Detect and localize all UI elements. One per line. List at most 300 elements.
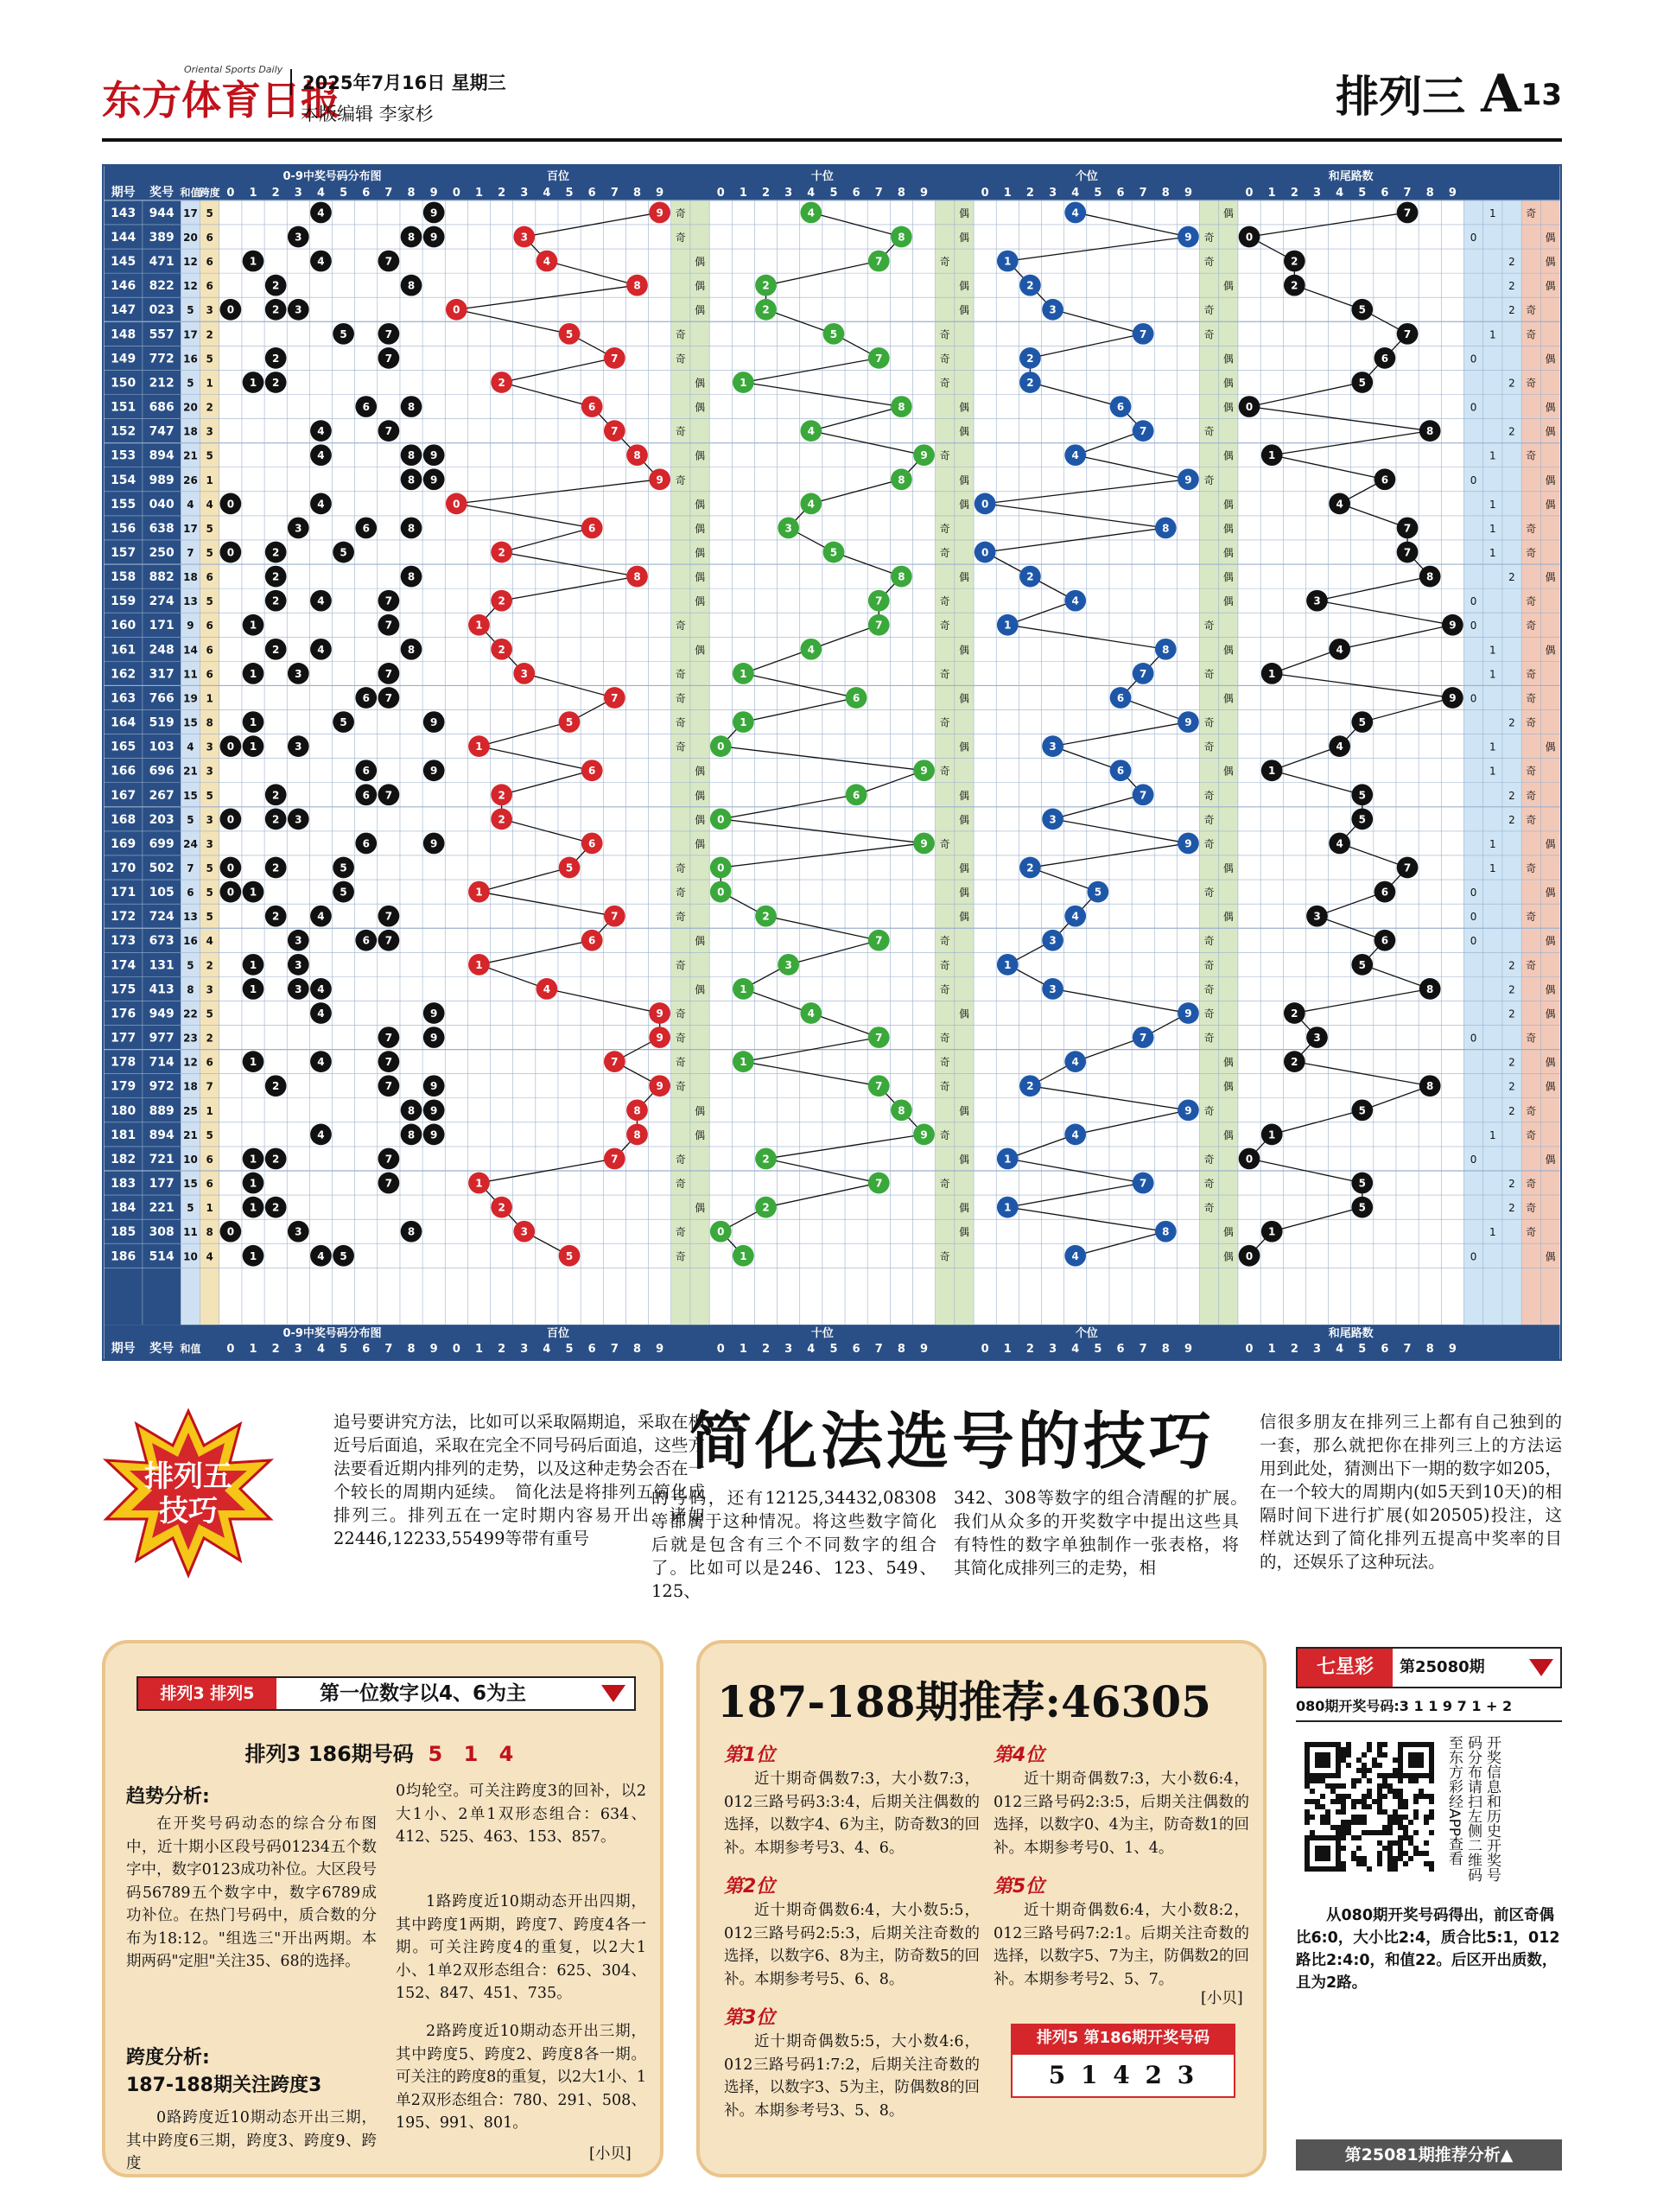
sum-parity-cell: 奇 [1526,1178,1537,1191]
header-digit: 9 [920,1343,929,1357]
column-band [1521,200,1540,1325]
ball-digit: 4 [807,1007,815,1020]
ball-dist-digit: 5 [340,886,347,899]
route-cell: 2 [1508,425,1515,438]
number-cell: 989 [149,473,175,487]
span-cell: 3 [206,837,213,850]
span-cell: 6 [206,1178,213,1191]
route-cell: 1 [1489,668,1496,681]
period-cell: 156 [111,521,136,536]
header-digit: 0 [716,186,725,200]
ball-dist-digit: 6 [362,765,370,778]
ball-digit: 7 [875,934,883,947]
sum-cell: 4 [187,498,194,511]
header-digit: 7 [384,1343,393,1357]
ball-digit: 7 [1139,327,1147,340]
period-cell: 160 [111,619,136,633]
ball-digit: 1 [740,376,747,389]
header-digit: 4 [1071,186,1080,200]
header-digit: 7 [610,186,619,200]
ball-digit: 9 [656,1007,663,1020]
header-digit: 7 [610,1343,619,1357]
header-digit: 8 [632,186,641,200]
ball-digit: 4 [807,498,815,511]
ball-digit: 4 [1071,1128,1079,1141]
sum-parity-cell: 奇 [1526,959,1537,972]
parity-cell: 奇 [675,862,686,875]
parity-cell: 奇 [675,231,686,244]
parity-cell: 奇 [1203,474,1215,486]
ball-digit: 0 [981,498,989,511]
ball-digit: 3 [1313,594,1321,607]
period-cell: 147 [111,303,136,318]
number-cell: 514 [149,1249,175,1264]
sum-parity-cell: 奇 [1526,765,1537,778]
sum-parity-cell: 偶 [1545,353,1556,365]
parity-cell: 偶 [1222,498,1234,511]
ball-dist-digit: 5 [340,327,347,340]
ball-dist-digit: 6 [362,789,370,802]
ball-digit: 5 [1358,958,1366,971]
ball-digit: 3 [520,1225,528,1238]
header-digit: 8 [897,186,905,200]
sum-cell: 21 [183,765,198,778]
qxc-draw: 080期开奖号码:3 1 1 9 7 1 + 2 [1296,1695,1562,1722]
sum-parity-cell: 奇 [1526,1104,1537,1117]
span-cell: 2 [206,401,213,414]
parity-cell: 偶 [958,862,969,875]
parity-cell: 奇 [939,353,950,365]
sum-cell: 9 [187,620,194,632]
ball-dist-digit: 4 [317,449,325,462]
sum-parity-cell: 奇 [1526,595,1537,608]
sum-cell: 7 [187,862,194,875]
header-digit: 0 [1245,1343,1254,1357]
ball-dist-digit: 1 [249,1056,257,1069]
ball-digit: 1 [1004,958,1012,971]
ball-digit: 8 [898,231,905,244]
ball-digit: 3 [520,231,528,244]
route-cell: 1 [1489,498,1496,511]
parity-cell: 偶 [1222,1250,1234,1263]
ball-digit: 9 [1184,1007,1192,1020]
sum-cell: 15 [183,789,198,802]
parity-cell: 偶 [958,231,969,244]
span-cell: 5 [206,887,213,899]
parity-cell: 偶 [1222,1128,1234,1141]
sum-cell: 20 [183,231,198,244]
route-cell: 2 [1508,959,1515,972]
span-cell: 3 [206,983,213,996]
parity-cell: 奇 [675,328,686,341]
svg-text:排列五: 排列五 [144,1459,232,1494]
parity-cell: 奇 [1203,837,1215,850]
parity-cell: 奇 [675,1250,686,1263]
parity-cell: 偶 [1222,401,1234,414]
period-cell: 157 [111,545,136,560]
period-cell: 167 [111,788,136,803]
ball-digit: 0 [1245,401,1254,414]
sum-cell: 5 [187,377,194,390]
column-band [1219,200,1238,1325]
number-cell: 977 [149,1031,175,1046]
ball-digit: 4 [807,643,815,656]
p5-draw-number: 5 1 4 2 3 [1011,2053,1235,2098]
period-cell: 171 [111,886,136,900]
route-cell: 0 [1470,692,1477,705]
ball-dist-digit: 4 [317,594,325,607]
header-digit: 9 [920,186,929,200]
ball-dist-digit: 9 [430,474,438,486]
number-cell: 772 [149,352,175,366]
ball-digit: 9 [920,765,928,778]
sum-parity-cell: 奇 [1526,862,1537,875]
ball-digit: 9 [920,449,928,462]
sum-parity-cell: 奇 [1526,377,1537,390]
ball-dist-digit: 3 [295,231,302,244]
parity-cell: 奇 [675,741,686,753]
period-cell: 181 [111,1128,136,1142]
parity-cell: 奇 [1203,789,1215,802]
period-cell: 154 [111,473,136,487]
ball-dist-digit: 2 [271,546,280,559]
period-cell: 186 [111,1249,136,1264]
route-cell: 1 [1489,862,1496,875]
parity-cell: 偶 [1222,644,1234,657]
parity-cell: 偶 [695,522,706,535]
parity-cell: 奇 [1203,304,1215,317]
parity-cell: 偶 [958,1153,969,1166]
parity-cell: 偶 [695,595,706,608]
sum-parity-cell: 奇 [1526,620,1537,632]
span-cell: 5 [206,546,213,559]
sum-cell: 18 [183,571,198,584]
parity-cell: 偶 [1222,862,1234,875]
parity-cell: 奇 [675,207,686,219]
number-cell: 949 [149,1007,175,1021]
ball-digit: 8 [898,401,905,414]
ball-digit: 7 [1403,327,1412,340]
ball-dist-digit: 2 [271,1080,280,1093]
parity-cell: 奇 [939,1128,950,1141]
ball-digit: 1 [1004,619,1012,632]
ball-dist-digit: 3 [295,958,302,971]
left-box-header [136,1676,636,1711]
ball-digit: 7 [611,1153,619,1166]
sum-parity-cell: 奇 [1526,789,1537,802]
span1-text: 1路跨度近10期动态开出四期，其中跨度1两期，跨度7、跨度4各一期。可关注跨度4的重复，以2大1小、1单2双形态组合：625、304、152、847、451、735。 [396,1893,646,2002]
ball-digit: 4 [1071,594,1079,607]
parity-cell: 偶 [1222,546,1234,559]
period-cell: 180 [111,1103,136,1118]
ball-dist-digit: 7 [384,255,393,268]
ball-digit: 9 [1184,231,1192,244]
header-digit: 1 [474,1343,483,1357]
ball-digit: 3 [1049,303,1057,316]
qxc-analysis: 从080期开奖号码得出，前区奇偶比6:0，大小比2:4，质合比5:1，012路比2:4:0，和值22。后区开出质数，且为2路。 [1296,1907,1560,1992]
header-sum: 和值 [180,1343,201,1356]
draw-line: 排列3 186期号码 5 1 4 [244,1742,521,1766]
header-group: 百位 [547,1327,569,1341]
ball-digit: 8 [1426,1080,1434,1093]
header-digit: 4 [316,1343,325,1357]
header-digit: 9 [1184,186,1192,200]
ball-dist-digit: 4 [317,255,325,268]
trend-text: 在开奖号码动态的综合分布图中，近十期小区段号码01234五个数字中，数字0123成功补位。大区段号码56789五个数字中，数字6789成功补位。在热门号码中，质合数的分布为18:12。"组选三"开出两期。本期两码"定胆"关注35、68的选择。 [126,1815,377,1970]
header-digit: 0 [226,186,235,200]
header-digit: 1 [1003,1343,1012,1357]
parity-cell: 偶 [695,644,706,657]
ball-digit: 0 [453,498,460,511]
parity-cell: 奇 [939,983,950,996]
period-cell: 151 [111,400,136,415]
header-digit: 4 [807,1343,816,1357]
header-digit: 7 [1139,1343,1147,1357]
ball-dist-digit: 3 [295,667,302,680]
header-digit: 5 [829,1343,838,1357]
span-cell: 8 [206,1226,213,1239]
route-cell: 0 [1470,1153,1477,1166]
parity-cell: 奇 [675,474,686,486]
header-span: 跨度 [199,186,220,199]
header-digit: 3 [784,186,793,200]
ball-digit: 8 [633,1128,641,1141]
ball-dist-digit: 8 [407,1104,416,1117]
sum-parity-cell: 偶 [1545,256,1556,269]
route-cell: 1 [1489,837,1496,850]
parity-cell: 奇 [1203,1032,1215,1045]
parity-cell: 奇 [675,716,686,729]
ball-dist-digit: 1 [249,255,257,268]
parity-cell: 奇 [1203,425,1215,438]
recommend-title: 187-188期推荐:46305 [717,1676,1211,1727]
ball-digit: 2 [1026,1080,1034,1093]
sum-parity-cell: 奇 [1526,1202,1537,1215]
parity-cell: 偶 [695,813,706,826]
ball-dist-digit: 1 [249,741,257,753]
header-digit: 9 [429,1343,438,1357]
header-group: 0-9中奖号码分布图 [283,169,382,183]
parity-cell: 偶 [695,571,706,584]
period-cell: 182 [111,1152,136,1166]
sum-parity-cell: 奇 [1526,522,1537,535]
parity-cell: 奇 [1203,231,1215,244]
route-cell: 0 [1470,887,1477,899]
ball-digit: 6 [588,765,596,778]
sum-parity-cell: 偶 [1545,498,1556,511]
qxc-tag: 七星彩 [1298,1649,1393,1687]
ball-digit: 2 [498,376,505,389]
number-cell: 747 [149,424,175,439]
header-digit: 0 [981,186,989,200]
ball-digit: 2 [498,594,505,607]
ball-digit: 4 [807,207,815,219]
ball-dist-digit: 8 [407,1225,416,1238]
sum-cell: 13 [183,911,198,924]
parity-cell: 偶 [695,935,706,948]
ball-dist-digit: 9 [430,207,438,219]
next-analysis-link[interactable]: 第25081期推荐分析▲ [1296,2139,1562,2171]
number-cell: 413 [149,982,175,997]
period-cell: 175 [111,982,136,997]
header-digit: 3 [520,1343,529,1357]
ball-digit: 8 [1162,643,1170,656]
ball-digit: 2 [498,643,505,656]
parity-cell: 偶 [695,837,706,850]
route-cell: 2 [1508,1178,1515,1191]
header-digit: 1 [739,1343,747,1357]
ball-digit: 1 [475,619,483,632]
ball-digit: 0 [717,1225,725,1238]
sum-cell: 20 [183,401,198,414]
span-cell: 6 [206,1153,213,1166]
ball-dist-digit: 5 [340,861,347,874]
parity-cell: 奇 [1203,983,1215,996]
sum-parity-cell: 奇 [1526,546,1537,559]
span-cell: 1 [206,377,213,390]
header-digit: 3 [294,1343,302,1357]
ball-dist-digit: 7 [384,789,393,802]
span-cell: 2 [206,959,213,972]
parity-cell: 偶 [695,377,706,390]
sum-parity-cell: 偶 [1545,571,1556,584]
number-cell: 131 [149,958,175,973]
route-cell: 2 [1508,571,1515,584]
header-group: 百位 [547,169,569,183]
sum-cell: 5 [187,813,194,826]
ball-digit: 2 [1026,570,1034,583]
sum-parity-cell: 奇 [1526,1128,1537,1141]
ball-digit: 5 [565,861,574,874]
pos1-heading: 第1位 [724,1745,776,1766]
header-digit: 8 [632,1343,641,1357]
header-digit: 3 [1049,1343,1057,1357]
section-title: 排列三 A13 [1336,64,1562,124]
sum-parity-cell: 偶 [1545,1250,1556,1263]
header-digit: 5 [565,1343,574,1357]
parity-cell: 偶 [958,474,969,486]
span-cell: 3 [206,765,213,778]
ball-digit: 3 [1049,982,1057,995]
parity-cell: 偶 [1222,692,1234,705]
route-cell: 0 [1470,474,1477,486]
ball-digit: 5 [1358,1201,1366,1214]
header-digit: 5 [829,186,838,200]
number-cell: 972 [149,1079,175,1094]
ball-dist-digit: 2 [271,813,280,826]
ball-dist-digit: 7 [384,594,393,607]
ball-digit: 0 [453,303,460,316]
route-cell: 0 [1470,401,1477,414]
ball-digit: 6 [1116,691,1125,704]
ball-digit: 5 [1358,1177,1366,1190]
ball-digit: 4 [1336,837,1343,850]
ball-digit: 9 [1184,837,1192,850]
parity-cell: 奇 [1203,668,1215,681]
ball-digit: 7 [875,1177,883,1190]
number-cell: 274 [149,594,175,609]
ball-dist-digit: 8 [407,570,416,583]
article-col-4: 信很多朋友在排列三上都有自己独到的一套，那么就把你在排列三上的方法运用到此处，猜测出下一期的数字如205，在一个较大的周期内(如5天到10天)的相隔时间下进行扩展(如20505)投注，这样就达到了简化排列五提高中奖率的目的，还娱乐了这种玩法。 [1260,1412,1562,1572]
ball-digit: 7 [875,255,883,268]
parity-cell: 偶 [958,207,969,219]
sum-cell: 10 [183,1153,198,1166]
sum-cell: 13 [183,595,198,608]
period-cell: 184 [111,1201,136,1216]
route-cell: 1 [1489,741,1496,753]
header-digit: 7 [1403,186,1412,200]
pos2-heading: 第2位 [724,1876,776,1897]
ball-digit: 4 [1336,643,1343,656]
parity-cell: 偶 [1222,280,1234,293]
column-band [690,200,709,1325]
column-band [936,200,955,1325]
ball-dist-digit: 3 [295,741,302,753]
parity-cell: 奇 [675,1226,686,1239]
ball-digit: 3 [784,958,792,971]
number-cell: 889 [149,1103,175,1118]
ball-digit: 7 [1139,789,1147,802]
ball-dist-digit: 7 [384,691,393,704]
sum-cell: 12 [183,280,198,293]
ball-digit: 2 [762,1153,770,1166]
ball-dist-digit: 1 [249,1153,257,1166]
parity-cell: 奇 [939,449,950,462]
ball-digit: 9 [1184,474,1192,486]
sum-parity-cell: 偶 [1545,983,1556,996]
sum-cell: 26 [183,474,198,486]
route-cell: 2 [1508,1080,1515,1093]
parity-cell: 偶 [958,887,969,899]
parity-cell: 奇 [939,668,950,681]
ball-dist-digit: 8 [407,1128,416,1141]
ball-dist-digit: 0 [226,1225,235,1238]
parity-cell: 偶 [958,425,969,438]
ball-digit: 1 [1268,667,1276,680]
route-cell: 0 [1470,231,1477,244]
header-digit: 6 [587,1343,596,1357]
parity-cell: 偶 [695,280,706,293]
period-cell: 143 [111,206,136,220]
ball-dist-digit: 9 [430,449,438,462]
ball-digit: 8 [633,449,641,462]
ball-dist-digit: 3 [295,1225,302,1238]
parity-cell: 偶 [958,644,969,657]
ball-digit: 6 [852,789,860,802]
ball-dist-digit: 2 [271,279,280,292]
parity-cell: 奇 [939,837,950,850]
header-group: 十位 [810,169,834,183]
header-digit: 2 [1290,1343,1298,1357]
route-cell: 1 [1489,765,1496,778]
ball-digit: 0 [1245,1153,1254,1166]
ball-digit: 7 [1139,667,1147,680]
span-cell: 3 [206,813,213,826]
parity-cell: 偶 [1222,449,1234,462]
parity-cell: 奇 [1203,887,1215,899]
number-cell: 250 [149,545,175,560]
sum-cell: 12 [183,256,198,269]
header-digit: 1 [1267,1343,1276,1357]
sum-cell: 23 [183,1032,198,1045]
ball-digit: 2 [1026,352,1034,365]
parity-cell: 奇 [1203,813,1215,826]
sum-parity-cell: 偶 [1545,425,1556,438]
triangle-down-icon [1529,1659,1553,1676]
span-cell: 5 [206,911,213,924]
sum-parity-cell: 偶 [1545,1153,1556,1166]
ball-dist-digit: 9 [430,716,438,729]
